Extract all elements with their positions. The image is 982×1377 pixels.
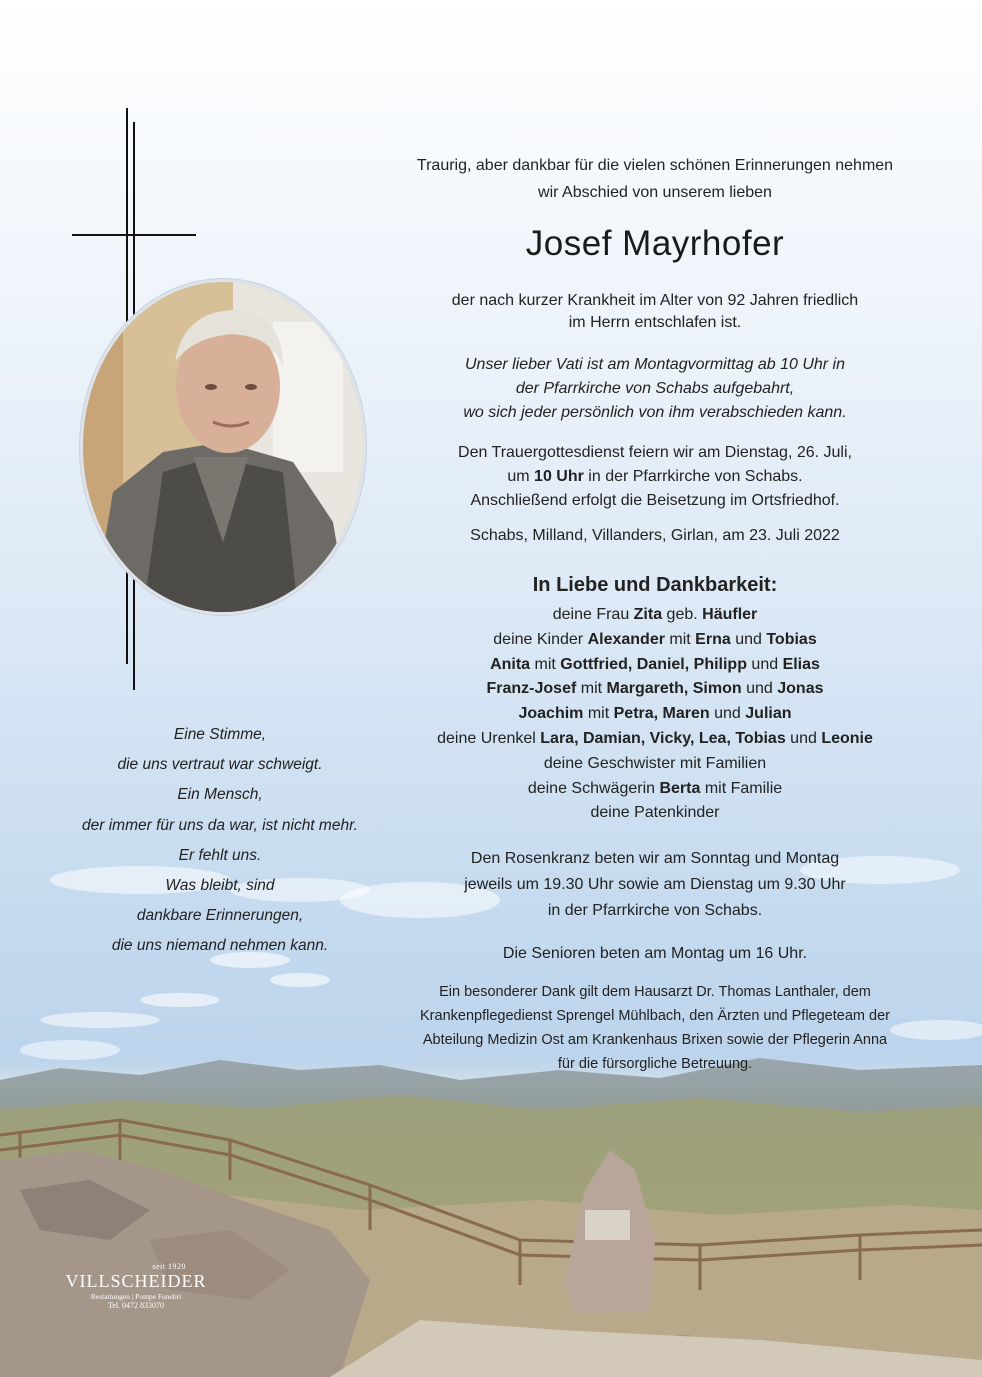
kid-4-family: Petra, Maren (613, 705, 710, 723)
wife-name: Zita (633, 606, 663, 623)
sister-suffix: mit Familie (700, 779, 783, 797)
family-godchildren: deine Patenkinder (590, 804, 720, 822)
wife-prefix: deine Frau (552, 606, 634, 623)
kid-1-mit: mit (664, 630, 696, 648)
kid-3-last: Jonas (777, 680, 824, 698)
sister-name: Berta (659, 779, 701, 797)
poem-line: Ein Mensch, (177, 786, 263, 804)
kid-4-mit: mit (583, 705, 614, 723)
grandchildren-und: und (785, 729, 822, 747)
family-siblings: deine Geschwister mit Familien (543, 754, 767, 772)
thanks-line-3: Abteilung Medizin Ost am Krankenhaus Brixen sowie der Pflegerin Anna (422, 1032, 888, 1048)
cross-horizontal-line (72, 234, 196, 236)
family-kid-2 (395, 653, 915, 678)
thanks-line-1: Ein besonderer Dank gilt dem Hausarzt Dr. Thomas Lanthaler, dem (439, 984, 871, 1000)
service-time-prefix: um (507, 468, 535, 485)
thanks-line-4: für die fürsorgliche Betreuung. (557, 1056, 753, 1072)
poem-line: die uns vertraut war schweigt. (117, 756, 323, 774)
thanks-notice (400, 980, 910, 1076)
sister-prefix: deine Schwägerin (527, 779, 660, 797)
grandchildren-names: Lara, Damian, Vicky, Lea, Tobias (540, 729, 786, 747)
thanks-line-2: Krankenpflegedienst Sprengel Mühlbach, den Ärzten und Pflegeteam der (420, 1008, 890, 1024)
kid-3-mit: mit (576, 680, 607, 698)
intro-line-2: wir Abschied von unserem lieben (538, 184, 772, 201)
kid-3-name: Franz-Josef (486, 680, 577, 698)
logo-brand: VILLSCHEIDER (65, 1271, 207, 1291)
poem-line: Eine Stimme, (173, 726, 267, 743)
service-place: in der Pfarrkirche von Schabs. (583, 468, 803, 485)
death-notice-line-2: im Herrn entschlafen ist. (568, 314, 742, 331)
service-line-3: Anschließend erfolgt die Beisetzung im Ortsfriedhof. (470, 492, 840, 509)
poem-line: Er fehlt uns. (178, 846, 262, 864)
seniors-notice: Die Senioren beten am Montag um 16 Uhr. (502, 945, 808, 962)
rosary-line-3: in der Pfarrkirche von Schabs. (547, 902, 763, 919)
grandchildren-last: Leonie (821, 729, 873, 747)
kid-1-und: und (730, 630, 767, 648)
mountain-landscape (0, 1040, 982, 1377)
service-line-2 (395, 465, 915, 489)
poem-line: der immer für uns da war, ist nicht mehr. (82, 816, 358, 834)
wife-mid: geb. (662, 606, 703, 623)
kid-3-und: und (741, 680, 778, 698)
kid-1-partner: Erna (695, 630, 731, 648)
poem-line: Was bleibt, sind (165, 877, 275, 895)
kid-1-name: Alexander (587, 630, 665, 648)
service-time: 10 Uhr (534, 468, 584, 485)
family-grandchildren (395, 727, 915, 752)
viewing-notice (395, 353, 915, 425)
service-line-1: Den Trauergottesdienst feiern wir am Dienstag, 26. Juli, (458, 444, 852, 461)
kid-4-und: und (709, 705, 746, 723)
portrait-photo (80, 279, 366, 615)
funeral-service-notice (395, 441, 915, 513)
viewing-line-2: der Pfarrkirche von Schabs aufgebahrt, (515, 380, 795, 397)
kid-2-last: Elias (782, 655, 820, 673)
family-list (395, 603, 915, 826)
logo-subtitle: Bestattungen | Pompe Funebri (90, 1292, 182, 1301)
family-kid-4 (395, 702, 915, 727)
family-kid-1 (395, 628, 915, 653)
logo-phone: Tel. 0472 833070 (107, 1301, 165, 1310)
rosary-line-1: Den Rosenkranz beten wir am Sonntag und Montag (470, 850, 840, 867)
kids-prefix: deine Kinder (493, 630, 588, 648)
place-date: Schabs, Milland, Villanders, Girlan, am 23. Juli 2022 (470, 527, 840, 544)
poem-line: die uns niemand nehmen kann. (111, 937, 329, 955)
poem-line: dankbare Erinnerungen, (136, 907, 304, 925)
death-notice-line-1: der nach kurzer Krankheit im Alter von 92 Jahren friedlich (451, 292, 859, 309)
logo-since: seit 1920 (152, 1262, 186, 1271)
family-wife (395, 603, 915, 628)
kid-2-mit: mit (530, 655, 561, 673)
deceased-name: Josef Mayrhofer (525, 224, 785, 263)
intro-text (395, 152, 915, 206)
kid-2-und: und (746, 655, 783, 673)
kid-1-child: Tobias (766, 630, 817, 648)
viewing-line-3: wo sich jeder persönlich von ihm verabschieden kann. (463, 404, 847, 421)
kid-2-family: Gottfried, Daniel, Philipp (560, 655, 747, 673)
kid-4-last: Julian (745, 705, 792, 723)
kid-4-name: Joachim (518, 705, 584, 723)
family-sister-in-law (395, 777, 915, 802)
wife-maiden-name: Häufler (702, 606, 758, 623)
grandchildren-prefix: deine Urenkel (437, 729, 541, 747)
rosary-notice (395, 846, 915, 924)
family-kid-3 (395, 677, 915, 702)
intro-line-1: Traurig, aber dankbar für die vielen schönen Erinnerungen nehmen (416, 157, 894, 174)
rosary-line-2: jeweils um 19.30 Uhr sowie am Dienstag um 9.30 Uhr (464, 876, 846, 893)
viewing-line-1: Unser lieber Vati ist am Montagvormittag ab 10 Uhr in (464, 356, 845, 373)
kid-3-family: Margareth, Simon (606, 680, 742, 698)
death-notice (395, 290, 915, 334)
funeral-home-logo (56, 1262, 216, 1310)
poem (60, 720, 380, 962)
portrait-illustration (83, 282, 363, 612)
family-heading: In Liebe und Dankbarkeit: (532, 574, 778, 596)
kid-2-name: Anita (490, 655, 531, 673)
